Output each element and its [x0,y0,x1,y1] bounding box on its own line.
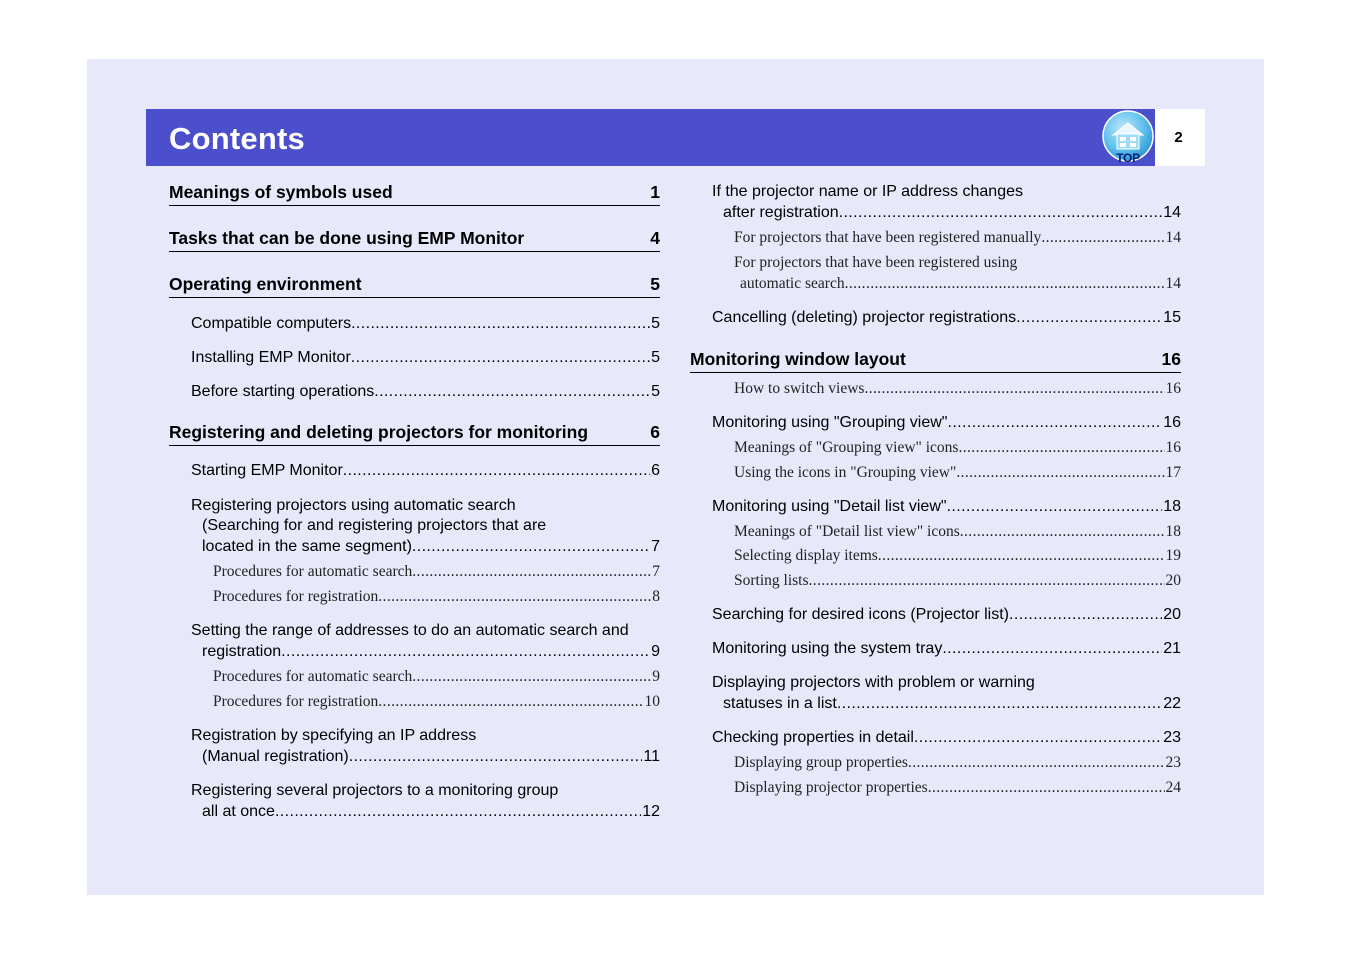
toc-entry-title: after registration [723,204,839,221]
toc-entry-page: 17 [1165,464,1181,481]
toc-entry-page: 16 [1165,380,1181,397]
toc-entry-page: 1 [650,182,660,202]
toc-entry-page: 9 [652,668,660,685]
toc-entry-page: 16 [1165,439,1181,456]
toc-entry-title: Procedures for registration [213,693,379,710]
toc-entry-title: How to switch views [734,380,865,397]
toc-entry-title: Procedures for automatic search [213,668,413,685]
toc-entry-page: 10 [644,693,660,710]
toc-entry-cancelling[interactable] [712,309,1181,327]
toc-entry-page: 16 [1161,349,1181,369]
toc-entry-detail-list-view[interactable] [712,498,1181,516]
toc-entry-title: registration [202,643,282,660]
toc-entry-title: Meanings of symbols used [169,182,393,202]
toc-entry-page: 23 [1163,729,1181,746]
toc-entry-page: 8 [652,588,660,605]
toc-entry-range-line1[interactable]: Setting the range of addresses to do an automatic search and [191,622,629,639]
toc-entry-searching-icons[interactable] [712,606,1181,624]
toc-entry-procedures-auto-search[interactable] [213,563,660,581]
toc-entry-page: 7 [651,538,660,555]
toc-entry-auto-search-line3[interactable] [202,538,660,556]
page-title: Contents [169,121,305,156]
toc-entry-title: Operating environment [169,274,362,294]
toc-entry-page: 15 [1163,309,1181,326]
toc-entry-title: (Manual registration) [202,748,349,765]
toc-entry-title: Installing EMP Monitor [191,349,351,366]
toc-entry-page: 7 [652,563,660,580]
toc-entry-registered-auto-line1[interactable]: For projectors that have been registered using [734,254,1018,271]
toc-entry-title: Searching for desired icons (Projector list) [712,606,1010,623]
toc-entry-page: 24 [1165,779,1181,796]
toc-entry-title: automatic search [740,275,845,292]
toc-entry-title: Tasks that can be done using EMP Monitor [169,228,525,248]
toc-entry-grouping-view[interactable] [712,414,1181,432]
toc-entry-starting-emp[interactable] [191,462,660,480]
toc-entry-title: Monitoring window layout [690,349,906,369]
toc-entry-page: 9 [651,643,660,660]
toc-entry-sorting-lists[interactable] [734,572,1181,590]
toc-entry-group-line1[interactable]: Registering several projectors to a monitoring group [191,782,559,799]
toc-entry-page: 18 [1165,523,1181,540]
toc-entry-system-tray[interactable] [712,640,1181,658]
toc-entry-page: 4 [650,228,660,248]
toc-entry-auto-search-line1[interactable]: Registering projectors using automatic search [191,497,516,514]
page-number: 2 [1174,129,1183,146]
toc-entry-page: 6 [651,462,660,479]
toc-entry-ip-line2[interactable] [202,748,660,766]
toc-entry-problem-warning-line2[interactable] [723,695,1181,713]
toc-entry-title: Starting EMP Monitor [191,462,343,479]
toc-entry-projector-properties[interactable] [734,779,1181,797]
top-button[interactable] [1102,110,1154,166]
toc-entry-title: Cancelling (deleting) projector registrations [712,309,1017,326]
toc-entry-title: Registering and deleting projectors for monitoring [169,422,589,442]
toc-entry-checking-properties[interactable] [712,729,1181,747]
toc-entry-page: 14 [1163,204,1181,221]
toc-entry-page: 11 [643,748,660,765]
toc-entry-group-properties[interactable] [734,754,1181,772]
toc-entry-procedures-auto-search-2[interactable] [213,668,660,686]
toc-entry-display-items[interactable] [734,547,1181,565]
toc-entry-registering-deleting[interactable] [169,422,660,446]
header-bar [146,109,1155,166]
toc-entry-title: Displaying projector properties [734,779,928,796]
toc-entry-page: 12 [642,803,660,820]
toc-entry-operating-environment[interactable] [169,274,660,298]
toc-entry-title: Monitoring using the system tray [712,640,943,657]
toc-entry-range-line2[interactable] [202,643,660,661]
toc-entry-group-line2[interactable] [202,803,660,821]
toc-entry-monitoring-window-layout[interactable] [690,349,1181,373]
toc-entry-title: Sorting lists [734,572,809,589]
toc-entry-problem-warning-line1[interactable]: Displaying projectors with problem or warning [712,674,1035,691]
toc-entry-name-changes-line1[interactable]: If the projector name or IP address changes [712,183,1023,200]
toc-entry-title: Using the icons in "Grouping view" [734,464,957,481]
toc-entry-page: 21 [1163,640,1181,657]
toc-entry-page: 6 [650,422,660,442]
toc-entry-title: Monitoring using "Grouping view" [712,414,948,431]
toc-entry-title: For projectors that have been registered manually [734,229,1042,246]
toc-entry-page: 20 [1163,606,1181,623]
toc-entry-page: 14 [1165,229,1181,246]
toc-entry-title: Meanings of "Detail list view" icons [734,523,960,540]
toc-entry-using-grouping-icons[interactable] [734,464,1181,482]
toc-entry-meanings-of-symbols[interactable] [169,182,660,206]
toc-entry-detail-list-icons[interactable] [734,523,1181,541]
toc-entry-title: Compatible computers [191,315,352,332]
toc-entry-tasks[interactable] [169,228,660,252]
toc-entry-title: all at once [202,803,275,820]
toc-entry-auto-search-line2[interactable]: (Searching for and registering projectors that are [202,517,547,534]
toc-entry-procedures-registration[interactable] [213,588,660,606]
top-label: TOP [1116,151,1140,165]
toc-entry-title: Procedures for automatic search [213,563,413,580]
toc-entry-title: statuses in a list [723,695,837,712]
toc-entry-page: 19 [1165,547,1181,564]
toc-entry-page: 5 [651,349,660,366]
toc-entry-page: 5 [651,315,660,332]
toc-entry-before-starting[interactable] [191,383,660,401]
toc-entry-ip-line1[interactable]: Registration by specifying an IP address [191,727,477,744]
toc-entry-title: Meanings of "Grouping view" icons [734,439,959,456]
toc-entry-page: 23 [1165,754,1181,771]
toc-entry-switch-views[interactable] [734,380,1181,398]
toc-entry-registered-auto-line2[interactable] [740,275,1181,293]
toc-entry-name-changes-line2[interactable] [723,204,1181,222]
toc-entry-page: 20 [1165,572,1181,589]
toc-entry-page: 18 [1163,498,1181,515]
toc-entry-title: Procedures for registration [213,588,379,605]
toc-entry-page: 5 [650,274,660,294]
toc-entry-title: Checking properties in detail [712,729,914,746]
page-number-box [1155,109,1205,166]
toc-entry-page: 14 [1165,275,1181,292]
toc-entry-title: located in the same segment) [202,538,412,555]
toc-entry-title: Before starting operations [191,383,375,400]
toc-entry-title: Displaying group properties [734,754,908,771]
toc-entry-page: 5 [651,383,660,400]
toc-entry-installing[interactable] [191,349,660,367]
toc-entry-page: 22 [1163,695,1181,712]
toc-entry-title: Monitoring using "Detail list view" [712,498,947,515]
toc-entry-grouping-icons[interactable] [734,439,1181,457]
toc-entry-registered-manually[interactable] [734,229,1181,247]
toc-entry-title: Selecting display items [734,547,878,564]
toc-entry-procedures-registration-2[interactable] [213,693,660,711]
toc-entry-compatible-computers[interactable] [191,315,660,333]
toc-entry-page: 16 [1163,414,1181,431]
